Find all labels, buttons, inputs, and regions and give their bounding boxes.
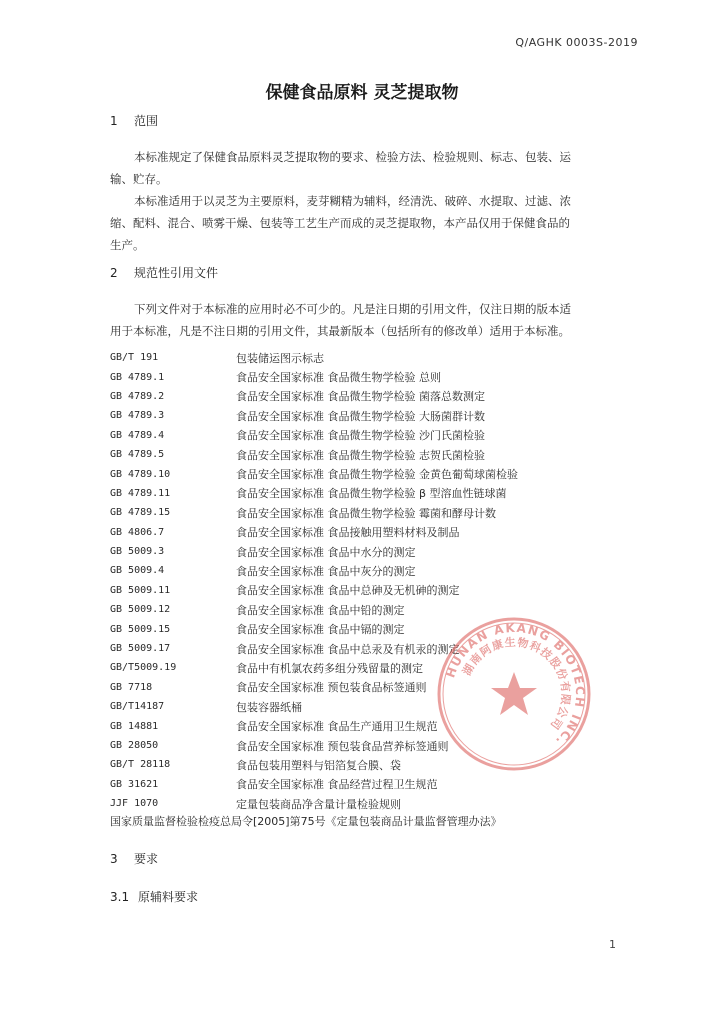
reference-row [110,775,630,794]
section-label: 规范性引用文件 [134,266,219,280]
reference-title: 食品安全国家标准 食品微生物学检验 菌落总数测定 [236,390,485,404]
section-3-1-heading [110,888,198,905]
section-1-heading [110,112,158,129]
reference-title: 食品安全国家标准 食品中铅的测定 [236,603,405,617]
reference-title: 食品安全国家标准 食品微生物学检验 金黄色葡萄球菌检验 [236,468,518,482]
text-line: 下列文件对于本标准的应用时必不可少的。凡是注日期的引用文件，仅注日期的版本适 [134,302,571,316]
reference-row [110,367,630,386]
reference-code: GB 4789.3 [110,410,165,422]
reference-title: 食品安全国家标准 食品微生物学检验 沙门氏菌检验 [236,429,485,443]
reference-code: GB 5009.3 [110,546,165,558]
reference-title: 食品安全国家标准 食品生产通用卫生规范 [236,720,438,734]
section-3-heading [110,850,158,867]
section-label: 原辅料要求 [138,890,199,904]
reference-title: 包装容器纸桶 [236,700,302,714]
reference-code: GB 14881 [110,720,159,732]
reference-title: 食品安全国家标准 食品经营过程卫生规范 [236,778,438,792]
section-number: 3.1 [110,890,130,904]
reference-code: GB 5009.17 [110,643,171,655]
reference-row [110,523,630,542]
page-number: 1 [609,938,616,951]
reference-code: GB/T14187 [110,701,165,713]
reference-row [110,348,630,367]
order-note: 国家质量监督检验检疫总局令[2005]第75号《定量包装商品计量监督管理办法》 [110,815,502,829]
reference-title: 食品安全国家标准 预包装食品标签通则 [236,681,427,695]
reference-row [110,503,630,522]
reference-code: GB 31621 [110,778,159,790]
reference-code: JJF 1070 [110,798,159,810]
text-line: 输、贮存。 [110,172,168,186]
reference-code: GB 4789.15 [110,507,171,519]
reference-title: 食品安全国家标准 食品中总汞及有机汞的测定 [236,642,460,656]
text-line: 本标准规定了保健食品原料灵芝提取物的要求、检验方法、检验规则、标志、包装、运 [134,150,571,164]
section-label: 范围 [134,114,159,128]
reference-title: 食品安全国家标准 食品中水分的测定 [236,545,416,559]
reference-code: GB 5009.11 [110,584,171,596]
reference-row [110,542,630,561]
reference-code: GB 5009.15 [110,623,171,635]
document-number: Q/AGHK 0003S-2019 [515,36,638,49]
section-number: 1 [110,114,118,128]
reference-code: GB 4789.5 [110,449,165,461]
section-number: 2 [110,266,118,280]
reference-title: 食品安全国家标准 预包装食品营养标签通则 [236,739,449,753]
text-line: 用于本标准，凡是不注日期的引用文件，其最新版本（包括所有的修改单）适用于本标准。 [110,324,570,338]
reference-row [110,794,630,813]
reference-code: GB 4789.2 [110,390,165,402]
document-title: 保健食品原料 灵芝提取物 [265,83,459,103]
reference-title: 包装储运图示标志 [236,351,324,365]
reference-code: GB 7718 [110,681,153,693]
reference-title: 食品包装用塑料与铝箔复合膜、袋 [236,758,401,772]
scope-paragraph-2 [110,190,618,256]
reference-title: 食品安全国家标准 食品微生物学检验 志贺氏菌检验 [236,448,485,462]
reference-code: GB 4806.7 [110,526,165,538]
seal-text-cn: 湖南阿康生物科技股份有限公司 [460,635,573,733]
reference-row [110,484,630,503]
section-number: 3 [110,852,118,866]
reference-title: 食品安全国家标准 食品微生物学检验 总则 [236,371,441,385]
reference-code: GB 4789.1 [110,371,165,383]
section-2-heading [110,264,218,281]
reference-title: 食品安全国家标准 食品微生物学检验 大肠菌群计数 [236,409,485,423]
reference-code: GB 5009.12 [110,604,171,616]
seal-star-icon [491,672,537,715]
text-line: 生产。 [110,238,145,252]
reference-code: GB/T 28118 [110,759,171,771]
reference-title: 食品安全国家标准 食品中总砷及无机砷的测定 [236,584,460,598]
reference-row [110,445,630,464]
reference-code: GB 4789.11 [110,487,171,499]
reference-code: GB/T 191 [110,352,159,364]
reference-title: 定量包装商品净含量计量检验规则 [236,797,401,811]
scope-paragraph-1 [110,146,618,190]
reference-row [110,426,630,445]
reference-row [110,464,630,483]
reference-code: GB 28050 [110,740,159,751]
reference-title: 食品安全国家标准 食品接触用塑料材料及制品 [236,526,460,540]
reference-row [110,387,630,406]
normative-intro [110,298,618,342]
seal-text-en: HUNAN AKANG BIOTECH INC. [443,620,588,750]
reference-row [110,581,630,600]
reference-row [110,561,630,580]
reference-code: GB 4789.4 [110,429,165,441]
reference-title: 食品安全国家标准 食品中灰分的测定 [236,564,416,578]
reference-code: GB 5009.4 [110,565,165,577]
section-label: 要求 [134,852,159,866]
reference-code: GB/T5009.19 [110,662,177,674]
reference-title: 食品安全国家标准 食品微生物学检验 霉菌和酵母计数 [236,506,496,520]
text-line: 缩、配料、混合、喷雾干燥、包装等工艺生产而成的灵芝提取物，本产品仅用于保健食品的 [110,216,570,230]
reference-code: GB 4789.10 [110,468,171,480]
company-seal [434,614,594,774]
text-line: 本标准适用于以灵芝为主要原料，麦芽糊精为辅料，经清洗、破碎、水提取、过滤、浓 [134,194,571,208]
reference-title: 食品安全国家标准 食品中镉的测定 [236,623,405,637]
reference-title: 食品安全国家标准 食品微生物学检验 β 型溶血性链球菌 [236,487,507,501]
reference-row [110,406,630,425]
reference-title: 食品中有机氯农药多组分残留量的测定 [236,661,423,675]
